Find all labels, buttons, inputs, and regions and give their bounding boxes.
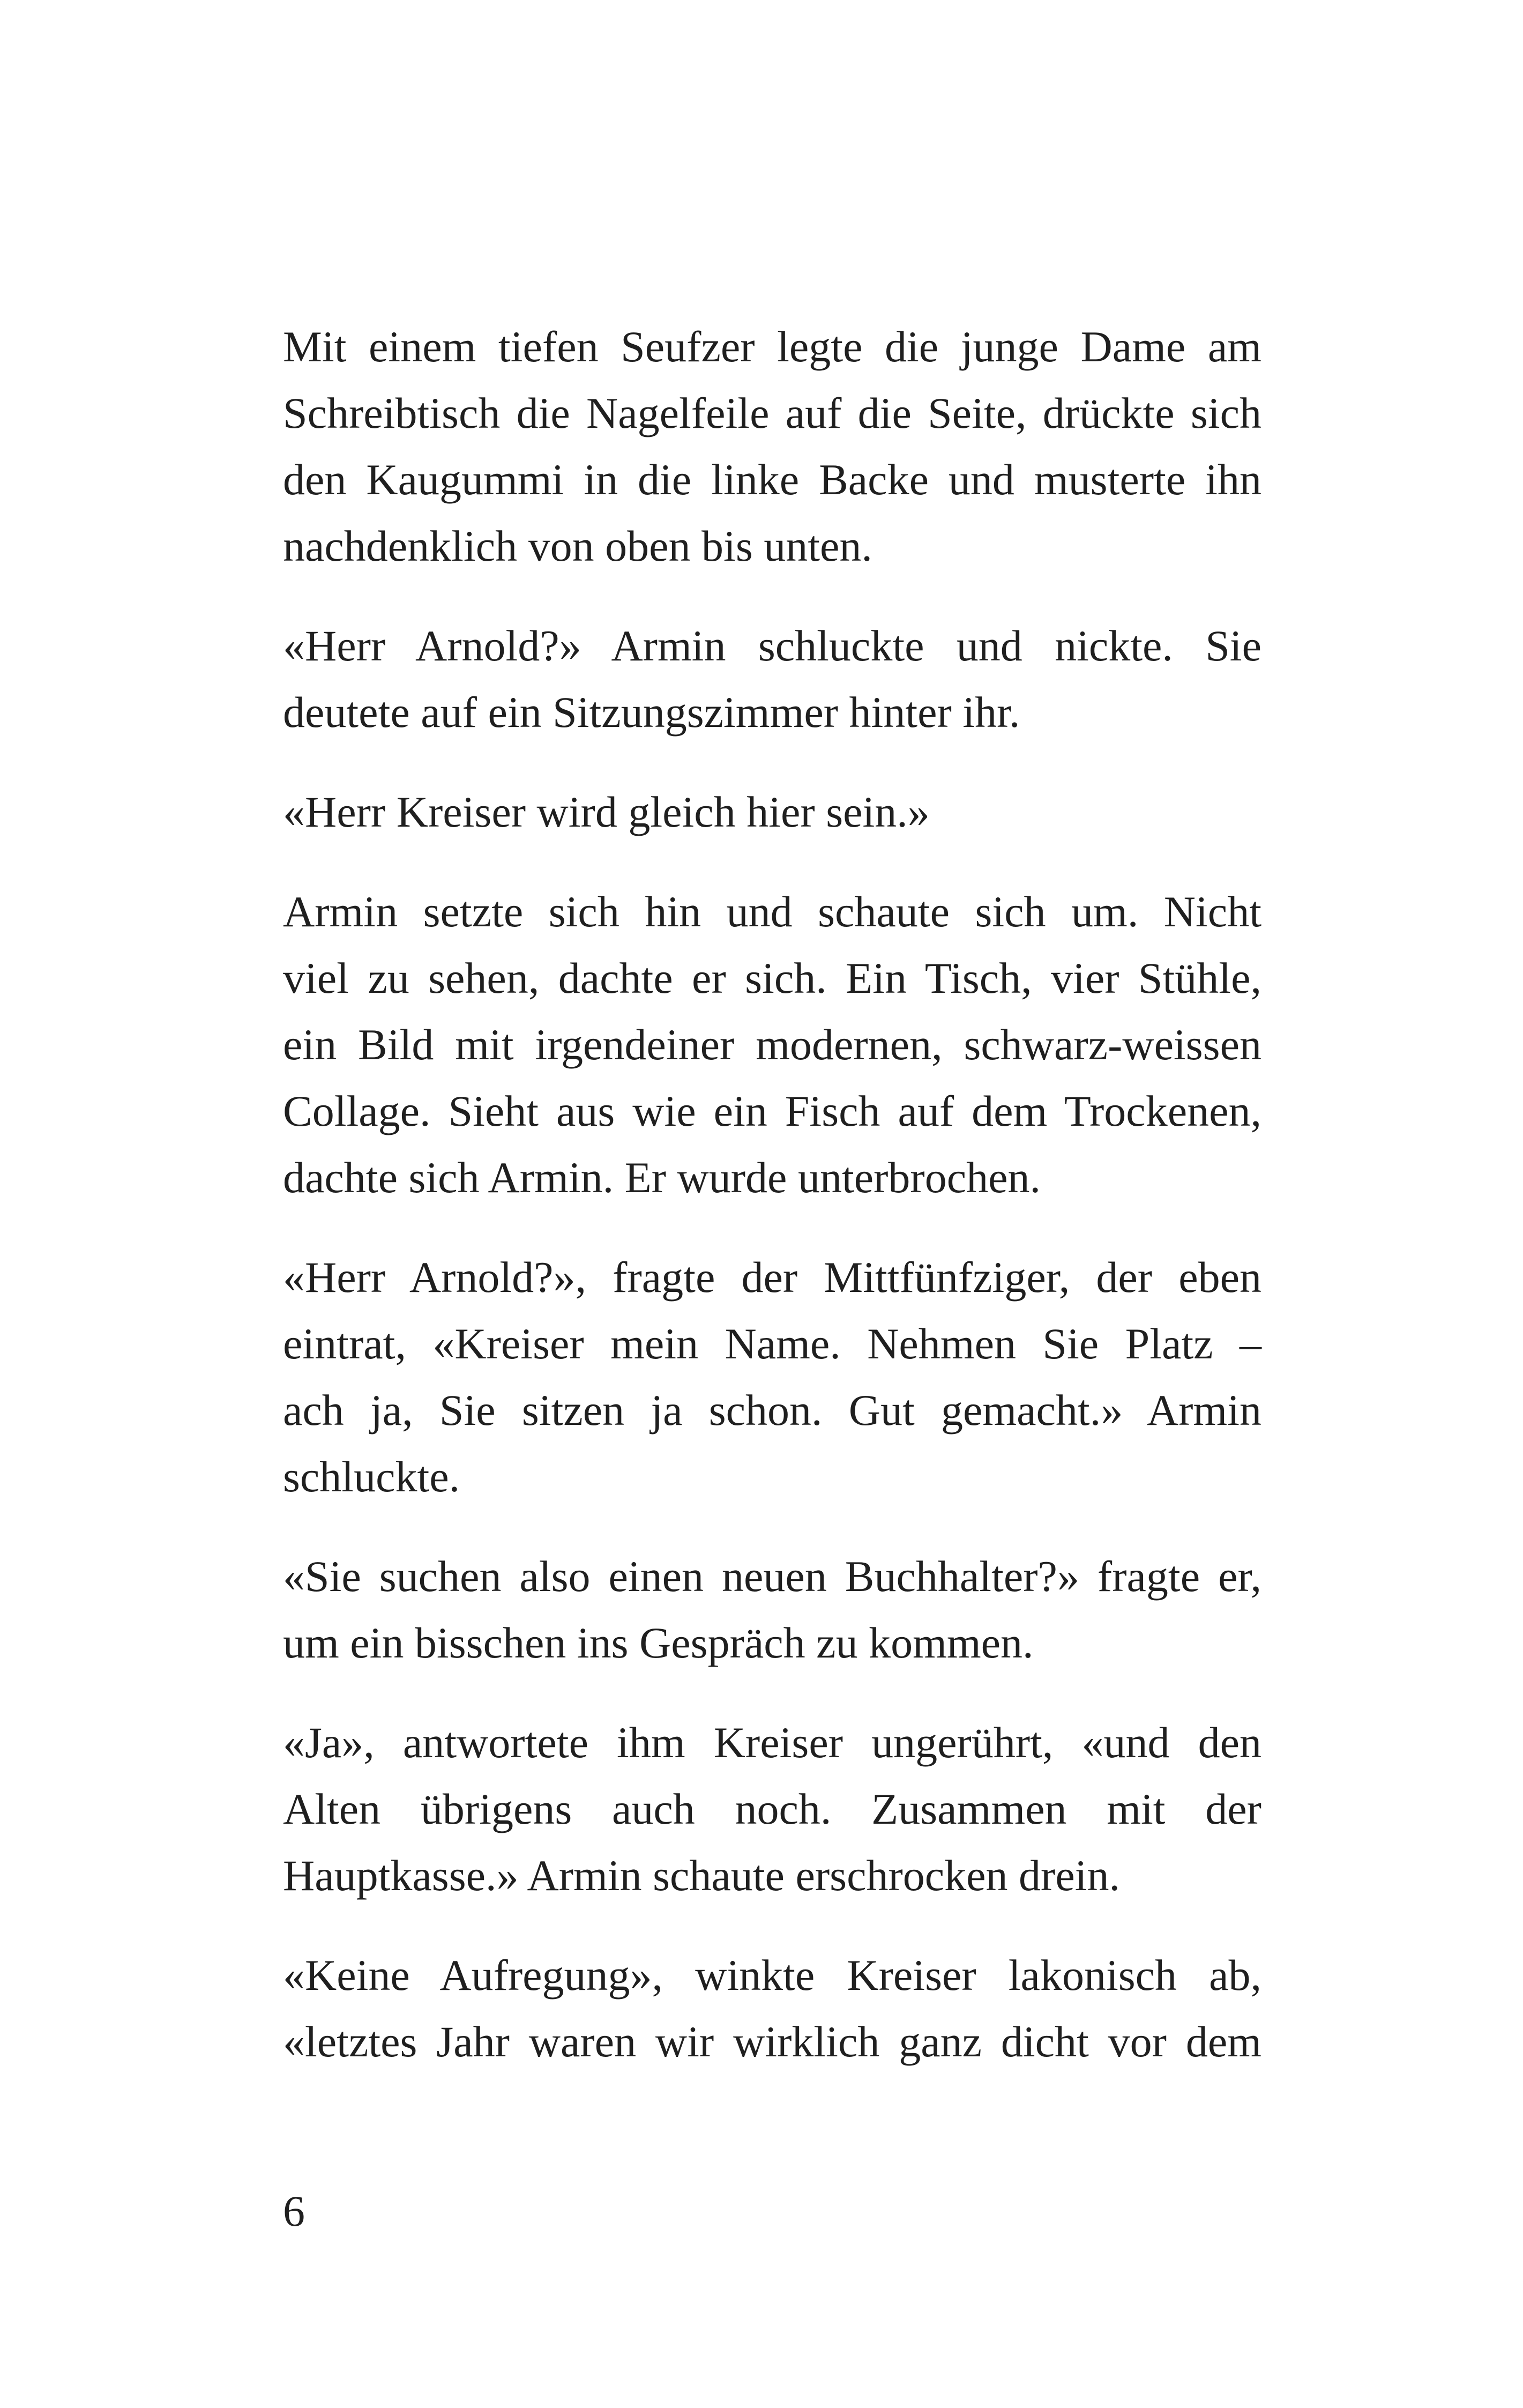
paragraph [283,613,1261,746]
paragraph [283,314,1261,579]
text-line: «Keine Aufregung», winkte Kreiser lakonisch ab, [283,1951,1261,2000]
page-number: 6 [283,2187,305,2235]
text-line: nachdenklich von oben bis unten. [283,522,872,570]
text-line: eintrat, «Kreiser mein Name. Nehmen Sie Platz – [283,1319,1261,1368]
text-line: Schreibtisch die Nagelfeile auf die Seite, drückte sich [283,389,1261,437]
text-line: «Sie suchen also einen neuen Buchhalter?» fragte er, [283,1552,1261,1601]
text-line: Collage. Sieht aus wie ein Fisch auf dem Trockenen, [283,1087,1261,1135]
paragraph [283,779,1261,845]
text-line: dachte sich Armin. Er wurde unterbrochen. [283,1153,1041,1202]
text-line: Mit einem tiefen Seufzer legte die junge Dame am [283,322,1261,371]
text-line: Alten übrigens auch noch. Zusammen mit der [283,1785,1261,1833]
text-line: ein Bild mit irgendeiner modernen, schwarz-weissen [283,1020,1261,1069]
text-line: deutete auf ein Sitzungszimmer hinter ihr. [283,688,1020,737]
text-line: «letztes Jahr waren wir wirklich ganz dicht vor dem [283,2017,1261,2066]
paragraph [283,879,1261,1211]
text-line: schluckte. [283,1452,460,1501]
text-line: viel zu sehen, dachte er sich. Ein Tisch, vier Stühle, [283,954,1261,1002]
paragraph [283,1244,1261,1510]
text-line: um ein bisschen ins Gespräch zu kommen. [283,1618,1034,1667]
text-line: Hauptkasse.» Armin schaute erschrocken drein. [283,1851,1121,1900]
text-line: «Herr Arnold?», fragte der Mittfünfziger, der eben [283,1253,1261,1302]
text-line: «Herr Arnold?» Armin schluckte und nickte. Sie [283,621,1261,670]
paragraph [283,1942,1261,2075]
paragraph [283,1543,1261,1676]
text-line: Armin setzte sich hin und schaute sich um. Nicht [283,887,1261,936]
text-line: «Ja», antwortete ihm Kreiser ungerührt, «und den [283,1718,1261,1767]
text-line: «Herr Kreiser wird gleich hier sein.» [283,787,930,836]
body-text [283,314,1261,2108]
text-line: den Kaugummi in die linke Backe und musterte ihn [283,455,1261,504]
paragraph [283,1710,1261,1909]
text-line: ach ja, Sie sitzen ja schon. Gut gemacht.» Armin [283,1386,1261,1435]
